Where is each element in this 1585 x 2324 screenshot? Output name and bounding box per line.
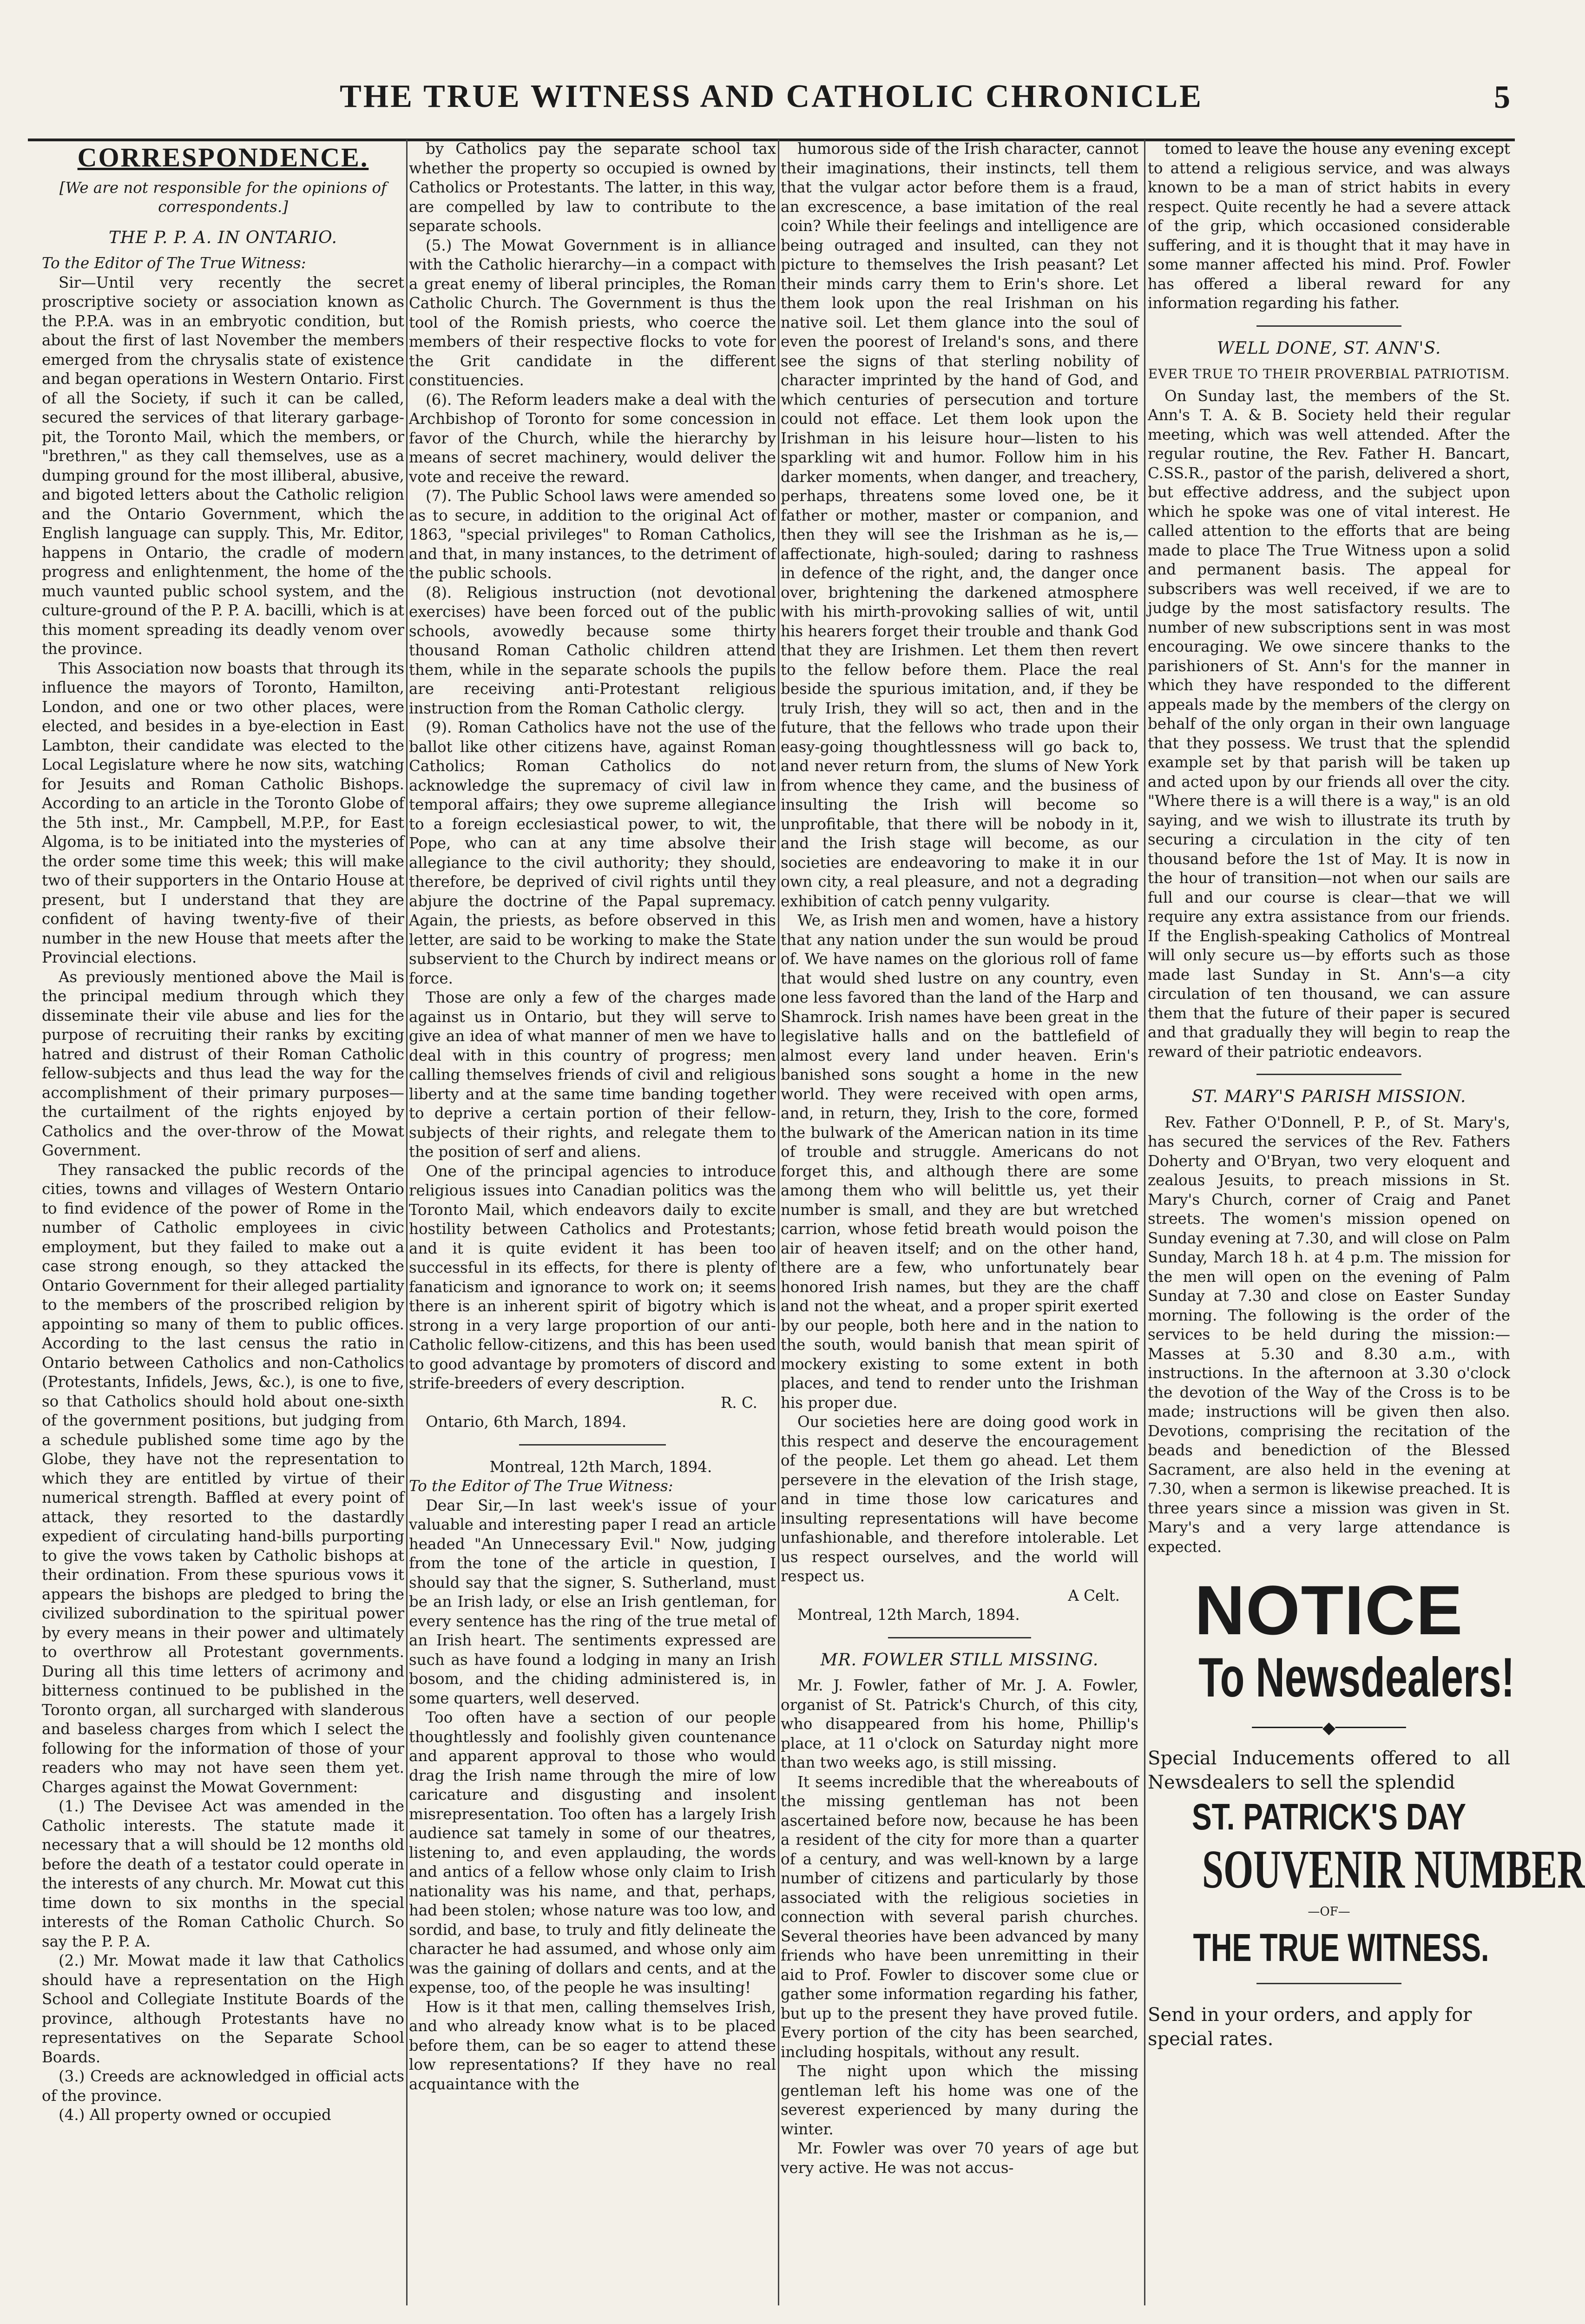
star-divider: ───────◆─────── bbox=[1252, 1718, 1406, 1737]
paragraph: (1.) The Devisee Act was amended in the Catholic interests. The statute made it necessary that a will should be 12 months old before the death of a testator could operate in the interests of any church. Mr. Mowat cut this time down to six months in the special interests of the Roman Catholic Church. So say the P. P. A. bbox=[42, 1797, 404, 1950]
paragraph: Mr. J. Fowler, father of Mr. J. A. Fowler, organist of St. Patrick's Church, of this city, who disappeared from his home, Phillip's place, at 11 o'clock on Saturday night more than two weeks ago, is still missing. bbox=[781, 1677, 1138, 1771]
salutation: To the Editor of The True Witness: bbox=[42, 254, 306, 272]
dateline: Ontario, 6th March, 1894. bbox=[426, 1413, 627, 1431]
paragraph: Mr. Fowler was over 70 years of age but very active. He was not accus- bbox=[781, 2139, 1138, 2177]
paragraph: Those are only a few of the charges made against us in Ontario, but they will serve to give an idea of what manner of men we have to deal with in this country of progress; men calling themselves friends of civil and religious liberty and at the same time banding together to deprive a certain portion of their fellow-subjects of their rights, and relegate them to the position of serf and aliens. bbox=[409, 989, 776, 1161]
paragraph: (9). Roman Catholics have not the use of the ballot like other citizens have, against Roman Catholics; Roman Catholics do not acknowledge the supremacy of civil law in temporal affairs; they owe supreme allegiance to a foreign ecclesiastical power, to wit, the Pope, who can at any time absolve their allegiance to the civil authority; they should, therefore, be deprived of civil rights until they abjure the doctrine of the Papal supremacy. Again, the priests, as before observed in this letter, are said to be working to make the State subservient to the Church by indirect means or force. bbox=[409, 719, 776, 987]
paragraph: (3.) Creeds are acknowledged in official acts of the province. bbox=[42, 2067, 404, 2105]
paragraph: Dear Sir,—In last week's issue of your valuable and interesting paper I read an article headed "An Unnecessary Evil." Now, judging from the tone of the article in question, I should say that the signer, S. Sutherland, must be an Irish lady, or else an Irish gentleman, for every sentence has the ring of the true metal of an Irish heart. The sentiments expressed are such as have found a lodging in many an Irish bosom, and the chiding administered is, in some quarters, well deserved. bbox=[409, 1496, 776, 1707]
ad-notice-heading: NOTICE bbox=[1194, 1571, 1464, 1649]
ad-closing: Send in your orders, and apply for special rates. bbox=[1148, 2004, 1472, 2050]
signature: R. C. bbox=[720, 1393, 757, 1412]
column-3 bbox=[781, 139, 1138, 2315]
ad-line: SOUVENIR NUMBER bbox=[1202, 1838, 1585, 1900]
masthead bbox=[28, 69, 1515, 141]
column-rule bbox=[406, 139, 408, 2305]
signature: A Celt. bbox=[1068, 1586, 1120, 1604]
disclaimer: [We are not responsible for the opinions of correspondents.] bbox=[59, 178, 387, 216]
ad-subheading: To Newsdealers! bbox=[1198, 1646, 1515, 1709]
article-subtitle: EVER TRUE TO THEIR PROVERBIAL PATRIOTISM. bbox=[1148, 366, 1510, 382]
paragraph: Too often have a section of our people thoughtlessly and foolishly given countenance and apparent approval to those who would drag the Irish name through the mire of low caricature and disgusting and insolent misrepresentation. Too often has a largely Irish audience sat tamely in some of our theatres, listening to, and even applauding, the words and antics of a fellow whose only claim to Irish nationality was his name, and that, perhaps, had been stolen; whose nature was too low, and sordid, and base, to truly and fitly delineate the character he had assumed, and whose only aim was the gaining of dollars and cents, and at the expense, too, of the people he was insulting! bbox=[409, 1709, 776, 1996]
paragraph: humorous side of the Irish character, cannot their imaginations, their instincts, tell them that the vulgar actor before them is a fraud, an excrescence, a base imitation of the real coin? While their feelings and intelligence are being outraged and insulted, can they not picture to themselves the Irish peasant? Let their minds carry them to Erin's shore. Let them look upon the real Irishman on his native soil. Let them glance into the soul of even the poorest of Ireland's sons, and there see the signs of that sterling nobility of character imprinted by the hand of God, and which centuries of persecution and torture could not efface. Let them look upon the Irishman in his leisure hour—listen to his sparkling wit and humor. Follow him in his darker moments, when danger, and treachery, perhaps, threatens some loved one, be it father or mother, master or companion, and then they will see the Irishman as he is,—affectionate, high-souled; daring to rashness in defence of the right, and, the danger once over, brightening the darkened atmosphere with his mirth-provoking sallies of wit, until his hearers forget their trouble and thank God that they are Irishmen. Let them then revert to the fellow before them. Place the real beside the spurious imitation, and, if they be truly Irish, they will so act, then and in the future, that the fellows who trade upon their easy-going thoughtlessness will go back to, and never return from, the slums of New York from whence they came, and the business of insulting the Irish will become so unprofitable, that there will be nobody in it, and the Irish stage will become, as our societies are endeavoring to make it in our own city, a real pleasure, and not a degrading exhibition of catch penny vulgarity. bbox=[781, 140, 1138, 910]
paragraph: Sir—Until very recently the secret proscriptive society or association known as the P.P.A. was in an embryotic condition, but about the first of last November the members emerged from the chrysalis state of existence and began operations in Western Ontario. First of all the Society, if such it can be called, secured the services of that literary garbage-pit, the Toronto Mail, which the members, or "brethren," as they call themselves, use as a dumping ground for the most illiberal, abusive, and bigoted letters about the Catholic religion and the Ontario Government, which the English language can supply. This, Mr. Editor, happens in Ontario, the cradle of modern progress and enlightenment, the home of the much vaunted public school system, and the culture-ground of the P. P. A. bacilli, which is at this moment spreading its deadly venom over the province. bbox=[42, 273, 404, 658]
column-1 bbox=[42, 139, 404, 2315]
divider bbox=[888, 1637, 1031, 1638]
dateline: Montreal, 12th March, 1894. bbox=[489, 1458, 712, 1476]
paragraph: As previously mentioned above the Mail is the principal medium through which they disseminate their vile abuse and lies for the purpose of recruiting their ranks by exciting hatred and distrust of their Roman Catholic fellow-subjects and thus lead the way for the accomplishment of their primary purposes—the curtailment of the rights enjoyed by Catholics and the over-throw of the Mowat Government. bbox=[42, 968, 404, 1159]
paragraph: by Catholics pay the separate school tax whether the property so occupied is owned by Catholics or Protestants. The latter, in this way, are compelled by law to contribute to the separate schools. bbox=[409, 140, 776, 235]
paragraph: (5.) The Mowat Government is in alliance with the Catholic hierarchy—in a compact with a great enemy of liberal principles, the Roman Catholic Church. The Government is thus the tool of the Romish priests, who coerce the members of their respective flocks to vote for the Grit candidate in the different constituencies. bbox=[409, 236, 776, 389]
paragraph: (6). The Reform leaders make a deal with the Archbishop of Toronto for some concession in favor of the Church, while the hierarchy by means of secret machinery, would deliver the vote and receive the reward. bbox=[409, 390, 776, 486]
newspaper-title: THE TRUE WITNESS AND CATHOLIC CHRONICLE bbox=[340, 79, 1203, 114]
paragraph: tomed to leave the house any evening except to attend a religious service, and was always known to be a man of strict habits in every respect. Quite recently he had a severe attack of the grip, which occasioned considerable suffering, and it is thought that it may have in some manner affected his mind. Prof. Fowler has offered a liberal reward for any information regarding his father. bbox=[1148, 140, 1510, 312]
ad-of: —OF— bbox=[1308, 1904, 1350, 1919]
dateline: Montreal, 12th March, 1894. bbox=[797, 1606, 1020, 1624]
divider bbox=[1256, 1983, 1401, 1984]
divider bbox=[519, 1444, 666, 1446]
article-title: WELL DONE, ST. ANN'S. bbox=[1217, 338, 1441, 358]
paragraph: It seems incredible that the whereabouts of the missing gentleman has not been ascertained before now, because he has been a resident of the city for more than a quarter of a century, and was well-known by a large number of citizens and particularly by those associated with the religious societies in connection with several parish churches. Several theories have been advanced by many friends who have been unremitting in their aid to Prof. Fowler to discover some clue or gather some information regarding his father, but up to the present they have proved futile. Every portion of the city has been searched, including hospitals, without any result. bbox=[781, 1773, 1138, 2061]
paragraph: How is it that men, calling themselves Irish, and who already know what is to be placed before them, can be so eager to attend these low representations? If they have no real acquaintance with the bbox=[409, 1998, 776, 2093]
paragraph: One of the principal agencies to introduce religious issues into Canadian politics was the Toronto Mail, which endeavors daily to excite hostility between Catholics and Protestants; and it is quite evident it has been too successful in its effects, for there is plenty of fanaticism and ignorance to work on; it seems there is an inherent spirit of bigotry which is strong in a very large proportion of our anti-Catholic fellow-citizens, and this has been used to good advantage by promoters of discord and strife-breeders of every description. bbox=[409, 1162, 776, 1392]
paragraph: Rev. Father O'Donnell, P. P., of St. Mary's, has secured the services of the Rev. Fathers Doherty and O'Bryan, two very eloquent and zealous Jesuits, to preach missions in St. Mary's Church, corner of Craig and Panet streets. The women's mission opened on Sunday evening at 7.30, and will close on Palm Sunday, March 18 h. at 4 p.m. The mission for the men will open on the evening of Palm Sunday at 7.30 and close on Easter Sunday morning. The following is the order of the services to be held during the mission:—Masses at 5.30 and 8.30 a.m., with instructions. In the afternoon at 3.30 o'clock the devotion of the Way of the Cross is to be made; instructions will be given then also. Devotions, comprising the recitation of the beads and benediction of the Blessed Sacrament, are also held in the evening at 7.30, when a sermon is likewise preached. It is three years since a mission was given in St. Mary's and a very large attendance is expected. bbox=[1148, 1113, 1510, 1556]
column-2 bbox=[409, 139, 776, 2315]
paragraph: (8). Religious instruction (not devotional exercises) have been forced out of the public schools, avowedly because some thirty thousand Roman Catholic children attend them, while in the separate schools the pupils are receiving anti-Protestant religious instruction from the Roman Catholic clergy. bbox=[409, 583, 776, 717]
paragraph: The night upon which the missing gentleman left his home was one of the severest experienced by many during the winter. bbox=[781, 2062, 1138, 2138]
article-title: ST. MARY'S PARISH MISSION. bbox=[1191, 1087, 1467, 1106]
paragraph: This Association now boasts that through its influence the mayors of Toronto, Hamilton, London, and one or two other places, were elected, and besides in a bye-election in East Lambton, their candidate was elected to the Local Legislature where he now sits, watching for Jesuits and Roman Catholic Bishops. According to an article in the Toronto Globe of the 5th inst., Mr. Campbell, M.P.P., for East Algoma, is to be initiated into the mysteries of the order some time this week; this will make two of their supporters in the Ontario House at present, but I understand that they are confident of having twenty-five of their number in the new House that meets after the Provincial elections. bbox=[42, 659, 404, 966]
article-title: THE P. P. A. IN ONTARIO. bbox=[108, 228, 338, 247]
paragraph: (7). The Public School laws were amended so as to secure, in addition to the original Act of 1863, "special privileges" to Roman Catholics, and that, in many instances, to the detriment of the public schools. bbox=[409, 487, 776, 582]
article-title: MR. FOWLER STILL MISSING. bbox=[820, 1650, 1099, 1670]
page-number: 5 bbox=[1494, 79, 1510, 115]
divider bbox=[1256, 325, 1401, 327]
paragraph: Our societies here are doing good work in this respect and deserve the encouragement of the people. Let them go ahead. Let them persevere in the elevation of the Irish stage, and in time those low caricatures and insulting representations will have become unfashionable, and therefore intolerable. Let us respect ourselves, and the world will respect us. bbox=[781, 1413, 1138, 1585]
ad-line: THE TRUE WITNESS. bbox=[1193, 1926, 1489, 1969]
paragraph: (2.) Mr. Mowat made it law that Catholics should have a representation on the High School and Collegiate Institute Boards of the province, although Protestants have no representatives on the Separate School Boards. bbox=[42, 1952, 404, 2066]
ad-body: Special Inducements offered to all Newsdealers to sell the splendid bbox=[1148, 1747, 1510, 1793]
newsdealers-advertisement bbox=[1148, 1571, 1585, 2051]
salutation: To the Editor of The True Witness: bbox=[409, 1477, 673, 1495]
column-rule bbox=[778, 139, 779, 2305]
paragraph: We, as Irish men and women, have a history that any nation under the sun would be proud of. We have names on the glorious roll of fame that would shed lustre on any country, even one less favored than the land of the Harp and Shamrock. Irish names have been great in the legislative halls and on the battlefield of almost every land under heaven. Erin's banished sons sought a home in the new world. They were received with open arms, and, in return, they, Irish to the core, formed the bulwark of the American nation in its time of trouble and struggle. Americans do not forget this, and although there are some among them who will belittle us, yet their number is small, and they are but wretched carrion, whose fetid breath would poison the air of heaven itself; and on the other hand, there are a few, who unfortunately bear honored Irish names, but they are the chaff and not the wheat, and a proper spirit exerted by our people, both here and in the nation to the south, would banish that mean spirit of mockery existing to some extent in both places, and tend to render unto the Irishman his proper due. bbox=[781, 911, 1138, 1412]
column-4 bbox=[1148, 139, 1585, 2315]
ad-line: ST. PATRICK'S DAY bbox=[1191, 1796, 1467, 1837]
paragraph: (4.) All property owned or occupied bbox=[59, 2106, 331, 2124]
paragraph: On Sunday last, the members of the St. Ann's T. A. & B. Society held their regular meeting, which was well attended. After the regular routine, the Rev. Father H. Bancart, C.SS.R., pastor of the parish, delivered a short, but effective address, and the subject upon which he spoke was one of vital interest. He called attention to the efforts that are being made to place The True Witness upon a solid and permanent basis. The appeal for subscribers was well received, if we are to judge by the most satisfactory results. The number of new subscriptions sent in was most encouraging. We owe sincere thanks to the parishioners of St. Ann's for the manner in which they have responded to the different appeals made by the members of the clergy on behalf of the only organ in their own language that they possess. We trust that the splendid example set by that parish will be taken up and acted upon by our friends all over the city. "Where there is a will there is a way," is an old saying, and we wish to illustrate its truth by securing a circulation in the city of ten thousand before the 1st of May. It is now in the hour of transition—not when our sails are full and our course is clear—that we will require any extra assistance from our friends. If the English-speaking Catholics of Montreal will only secure us—by efforts such as those made last Sunday in St. Ann's—a city circulation of ten thousand, we can assure them that the future of their paper is secured and that gradually they will begin to reap the reward of their patriotic endeavors. bbox=[1148, 387, 1510, 1061]
paragraph: They ransacked the public records of the cities, towns and villages of Western Ontario to find evidence of the power of Rome in the number of Catholic employees in civic employment, but they failed to make out a case strong enough, so they attacked the Ontario Government for their alleged partiality to the members of the proscribed religion by appointing so many of them to public offices. According to the last census the ratio in Ontario between Catholics and non-Catholics (Protestants, Infidels, Jews, &c.), is one to five, so that Catholics should hold about one-sixth of the government positions, but judging from a schedule published some time ago by the Globe, they have not the representation to which they are entitled by virtue of their numerical strength. Baffled at every point of attack, they resorted to the dastardly expedient of circulating hand-bills purporting to give the vows taken by Catholic bishops at their ordination. From these spurious vows it appears the bishops are pledged to bring the civilized subordination to the spiritual power by every means in their power and ultimately to overthrow all Protestant governments. During all this time letters of acrimony and bitterness continued to be published in the Toronto organ, all surcharged with slanderous and baseless charges from which I select the following for the information of those of your readers who may not have seen them yet. Charges against the Mowat Government: bbox=[42, 1161, 404, 1796]
column-rule bbox=[1144, 139, 1145, 2305]
divider bbox=[1256, 1074, 1401, 1075]
section-heading: CORRESPONDENCE. bbox=[77, 142, 369, 172]
